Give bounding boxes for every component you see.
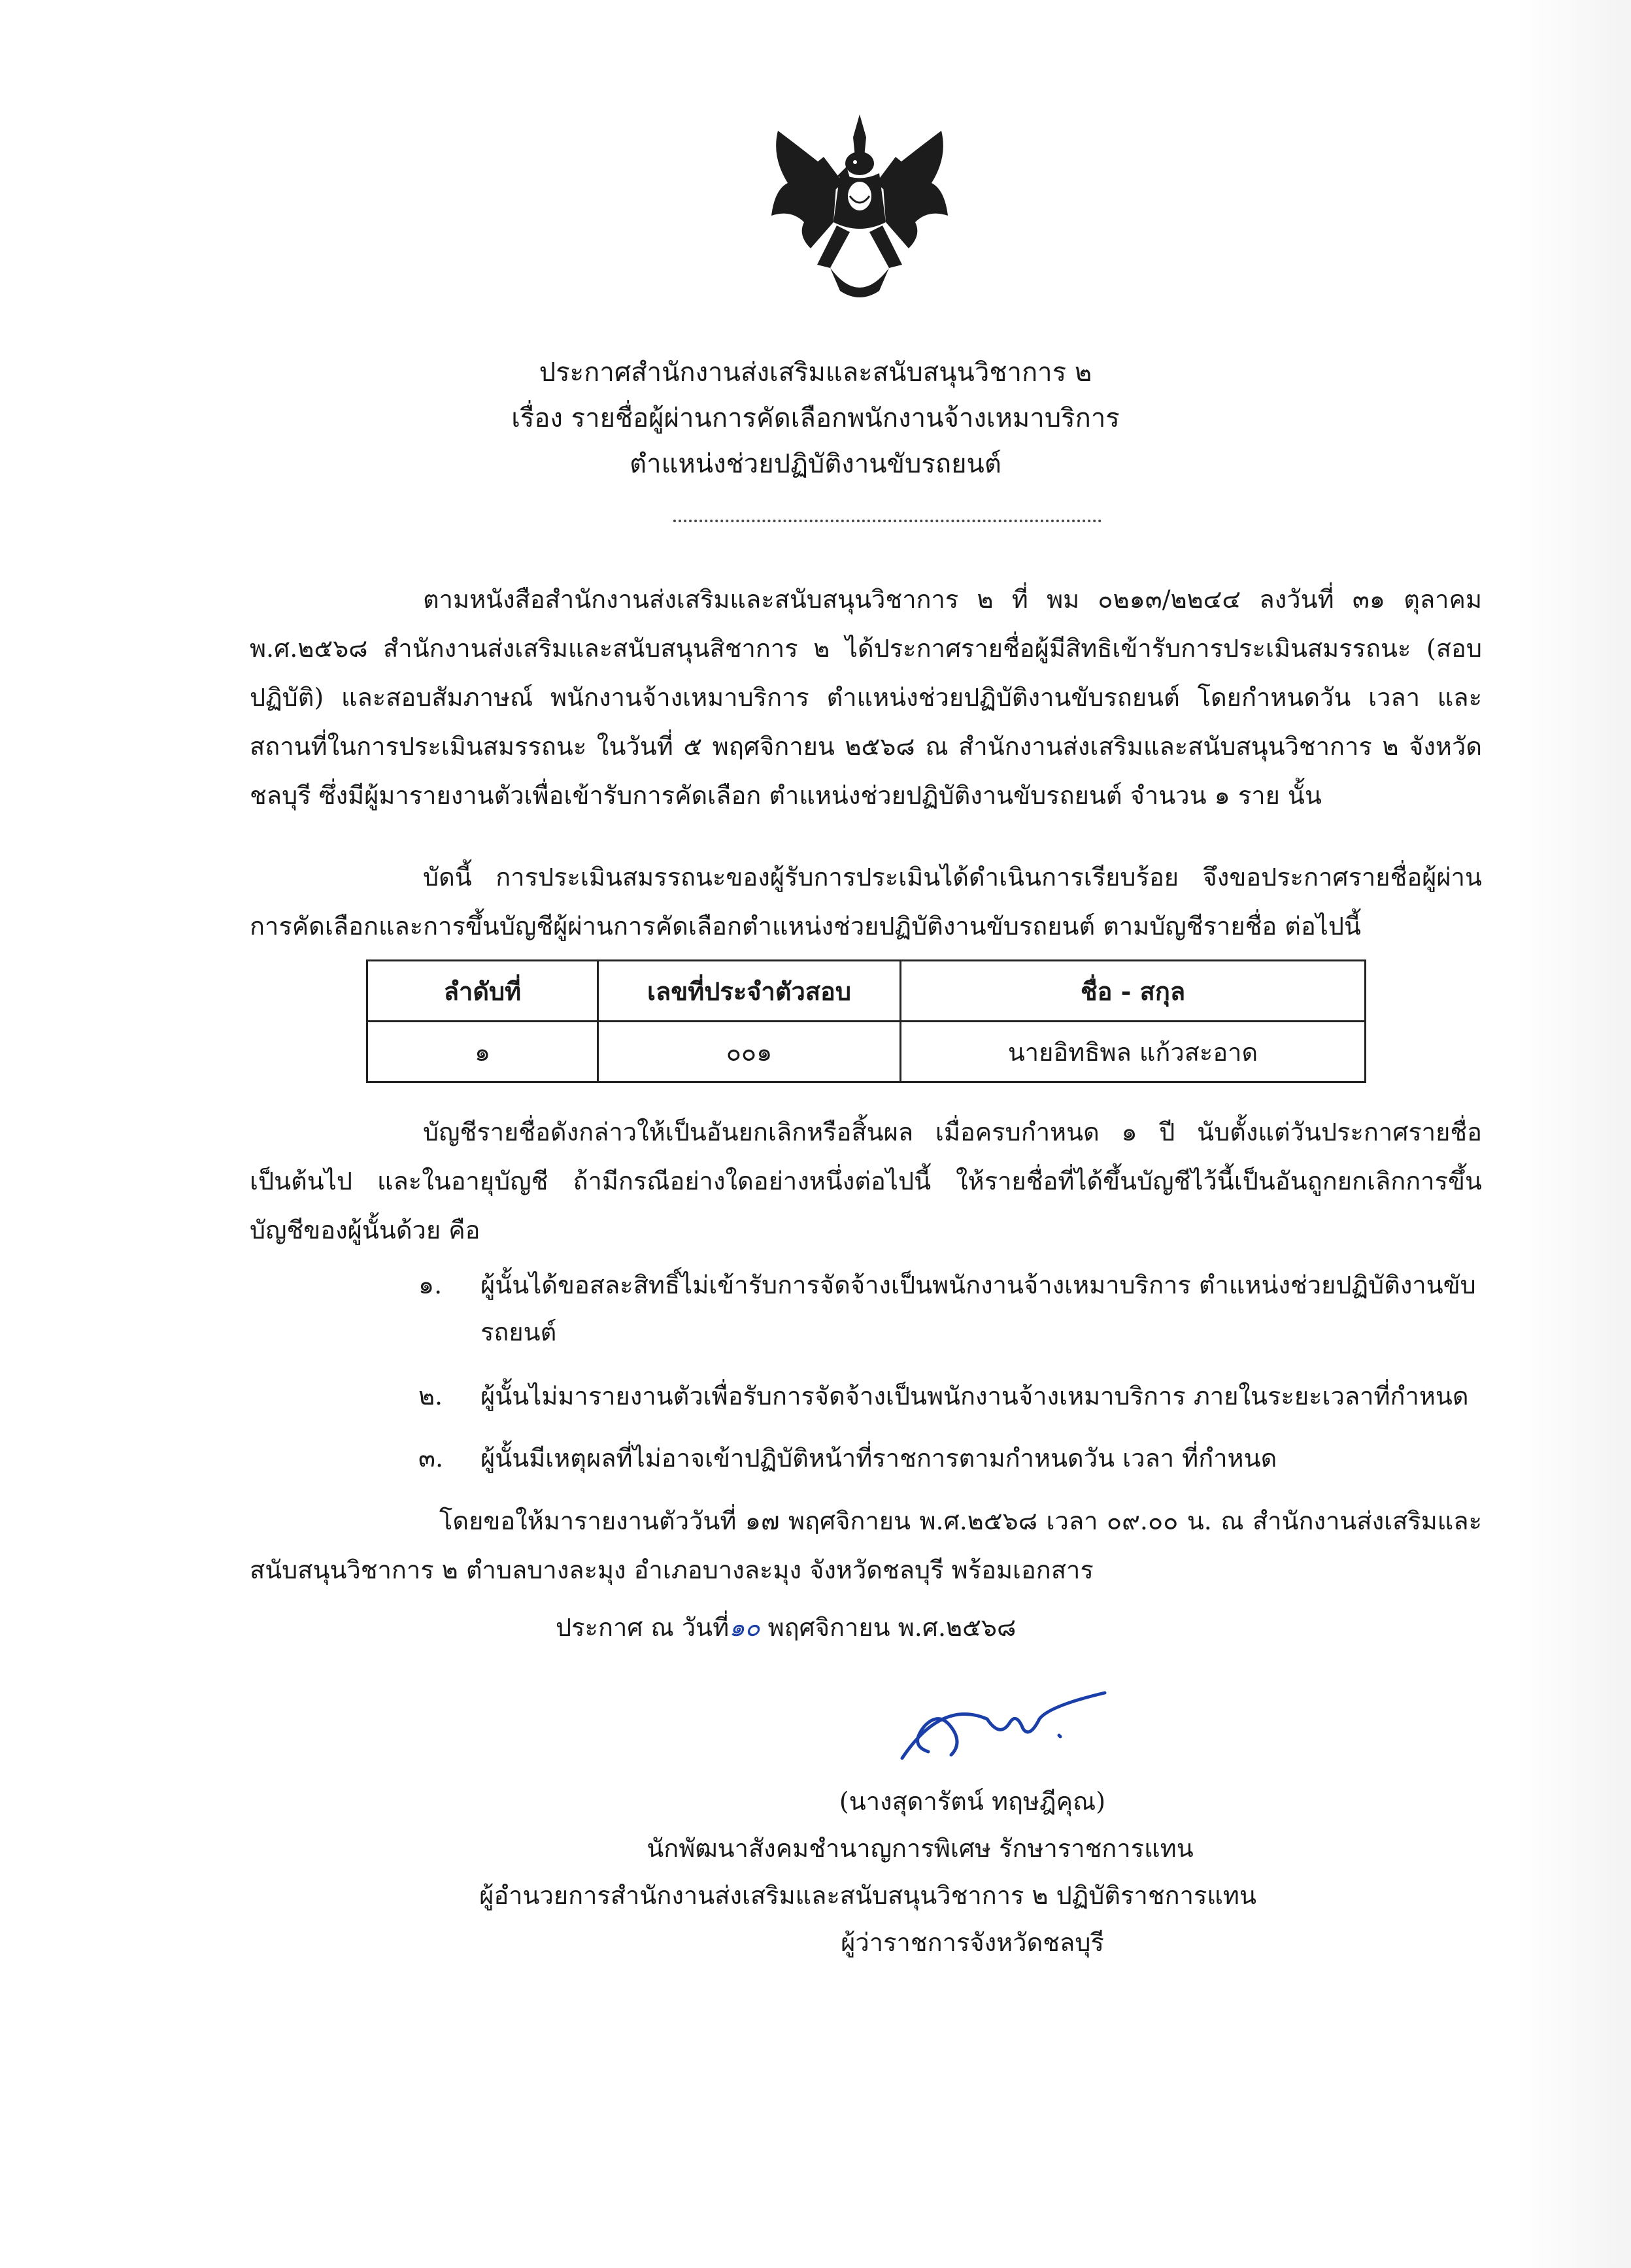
paragraph-validity: บัญชีรายชื่อดังกล่าวให้เป็นอันยกเลิกหรือสิ้นผล เมื่อครบกำหนด ๑ ปี นับตั้งแต่วันประกาศรายชื่อ เป็นต้นไป และในอายุบัญชี ถ้ามีกรณีอย่างใดอย่างหนึ่งต่อไปนี้ ให้รายชื่อที่ได้ขึ้นบัญชีไว้นี้เป็นอันถูกยกเลิกการขึ้นบัญชีของผู้นั้นด้วย คือ (250, 1118, 1482, 1244)
condition-number: ๒. (418, 1382, 443, 1410)
signer-position-3: ผู้ว่าราชการจังหวัดชลบุรี (841, 1928, 1104, 1957)
garuda-emblem-icon (752, 111, 967, 307)
signer-block (0, 1778, 1631, 1966)
cell-exam-id: ๐๐๑ (598, 1022, 901, 1082)
table-row (367, 1022, 1366, 1082)
condition-text: ผู้นั้นได้ขอสละสิทธิ์ไม่เข้ารับการจัดจ้างเป็นพนักงานจ้างเหมาบริการ ตำแหน่งช่วยปฏิบัติงานขับรถยนต์ (480, 1271, 1476, 1346)
condition-text: ผู้นั้นมีเหตุผลที่ไม่อาจเข้าปฏิบัติหน้าที่ราชการตามกำหนดวัน เวลา ที่กำหนด (480, 1444, 1277, 1473)
signer-position-1: นักพัฒนาสังคมชำนาญการพิเศษ รักษาราชการแทน (647, 1834, 1194, 1863)
title-divider (673, 520, 1101, 522)
table-header-row (367, 961, 1366, 1022)
cell-full-name: นายอิทธิพล แก้วสะอาด (901, 1022, 1366, 1082)
condition-item-1 (418, 1261, 1484, 1356)
announcement-date-prefix: ประกาศ ณ วันที่ (556, 1613, 730, 1642)
title-line-2: เรื่อง รายชื่อผู้ผ่านการคัดเลือกพนักงานจ้างเหมาบริการ (511, 403, 1120, 433)
header-order: ลำดับที่ (367, 961, 598, 1022)
announcement-date (556, 1605, 1016, 1650)
header-full-name: ชื่อ - สกุล (901, 961, 1366, 1022)
title-line-1: ประกาศสำนักงานส่งเสริมและสนับสนุนวิชาการ ๒ (539, 358, 1092, 388)
condition-number: ๓. (418, 1444, 444, 1473)
results-table (366, 959, 1366, 1083)
signer-position-2: ผู้อำนวยการสำนักงานส่งเสริมและสนับสนุนวิชาการ ๒ ปฏิบัติราชการแทน (479, 1881, 1256, 1910)
cell-order: ๑ (367, 1022, 598, 1082)
title-line-3: ตำแหน่งช่วยปฏิบัติงานขับรถยนต์ (630, 449, 1001, 479)
paragraph-announcement: บัดนี้ การประเมินสมรรถนะของผู้รับการประเมินได้ดำเนินการเรียบร้อย จึงขอประกาศรายชื่อผู้ผ่านการคัดเลือกและการขึ้นบัญชีผู้ผ่านการคัดเลือกตำแหน่งช่วยปฏิบัติงานขับรถยนต์ ตามบัญชีรายชื่อ ต่อไปนี้ (250, 863, 1482, 941)
condition-item-3 (418, 1435, 1484, 1482)
announcement-day: ๑๐ (729, 1613, 760, 1642)
condition-text: ผู้นั้นไม่มารายงานตัวเพื่อรับการจัดจ้างเป็นพนักงานจ้างเหมาบริการ ภายในระยะเวลาที่กำหนด (480, 1382, 1469, 1410)
signature-image (889, 1673, 1111, 1771)
header-exam-id: เลขที่ประจำตัวสอบ (598, 961, 901, 1022)
document-title (0, 350, 1631, 487)
paragraph-background: ตามหนังสือสำนักงานส่งเสริมและสนับสนุนวิชาการ ๒ ที่ พม ๐๒๑๓/๒๒๔๔ ลงวันที่ ๓๑ ตุลาคม พ.ศ.๒๕๖๘ สำนักงานส่งเสริมและสนับสนุนสิชาการ ๒ ได้ประกาศรายชื่อผู้มีสิทธิเข้ารับการประเมินสมรรถนะ (สอบปฏิบัติ) และสอบสัมภาษณ์ พนักงานจ้างเหมาบริการ ตำแหน่งช่วยปฏิบัติงานขับรถยนต์ โดยกำหนดวัน เวลา และสถานที่ในการประเมินสมรรถนะ ในวันที่ ๕ พฤศจิกายน ๒๕๖๘ ณ สำนักงานส่งเสริมและสนับสนุนวิชาการ ๒ จังหวัดชลบุรี ซึ่งมีผู้มารายงานตัวเพื่อเข้ารับการคัดเลือก ตำแหน่งช่วยปฏิบัติงานขับรถยนต์ จำนวน ๑ ราย นั้น (250, 585, 1482, 810)
condition-item-2 (418, 1373, 1484, 1420)
announcement-date-suffix: พฤศจิกายน พ.ศ.๒๕๖๘ (760, 1613, 1017, 1642)
condition-number: ๑. (418, 1271, 443, 1299)
paragraph-report-instruction: โดยขอให้มารายงานตัววันที่ ๑๗ พฤศจิกายน พ.ศ.๒๕๖๘ เวลา ๐๙.๐๐ น. ณ สำนักงานส่งเสริมและสนับสนุนวิชาการ ๒ ตำบลบางละมุง อำเภอบางละมุง จังหวัดชลบุรี พร้อมเอกสาร (250, 1507, 1482, 1584)
signer-name: (นางสุดารัตน์ ทฤษฎีคุณ) (839, 1787, 1106, 1816)
